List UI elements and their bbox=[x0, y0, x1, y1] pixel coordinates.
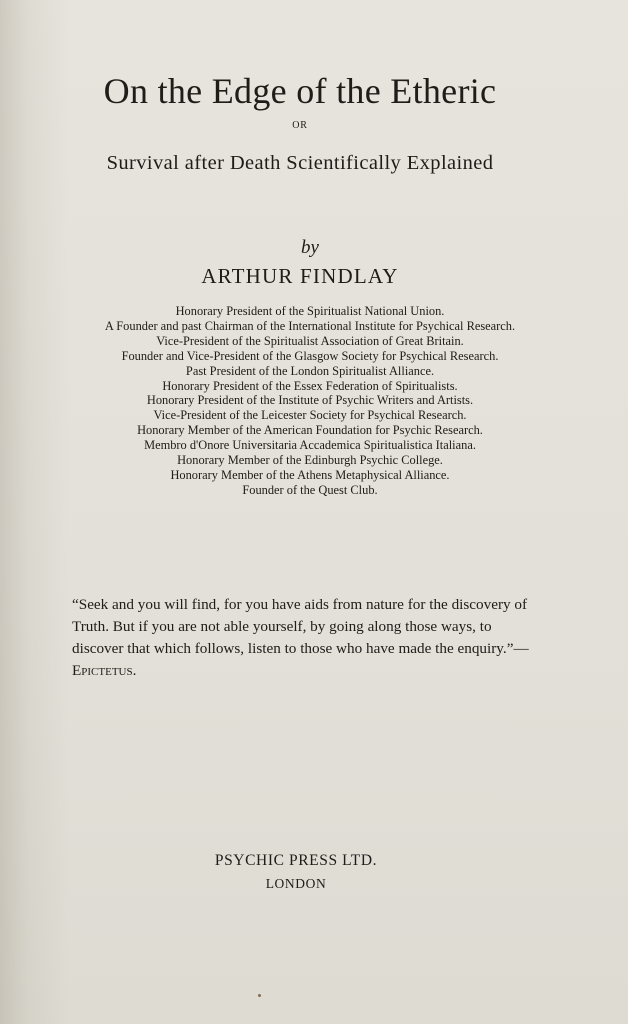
author-name: ARTHUR FINDLAY bbox=[201, 264, 399, 288]
quote-text: “Seek and you will find, for you have aids from nature for the discovery of Truth. But if you are not able yourself, by going along those ways, to discover that which follows, listen to those who have made the enquiry.”— bbox=[72, 596, 529, 657]
paper-speck bbox=[258, 994, 261, 997]
credential-line: Vice-President of the Leicester Society for Psychical Research. bbox=[153, 408, 467, 423]
publisher-name: PSYCHIC PRESS LTD. bbox=[214, 852, 378, 869]
book-subtitle: Survival after Death Scientifically Explained bbox=[106, 152, 494, 174]
author-credentials bbox=[40, 304, 580, 498]
by-line: by bbox=[301, 237, 319, 258]
credential-line: A Founder and past Chairman of the International Institute for Psychical Research. bbox=[104, 318, 516, 333]
publisher-city: LONDON bbox=[265, 876, 327, 891]
credential-line: Honorary President of the Institute of Psychic Writers and Artists. bbox=[146, 393, 474, 408]
credential-line: Honorary President of the Spiritualist National Union. bbox=[175, 304, 445, 318]
credential-line: Honorary Member of the American Foundation for Psychic Research. bbox=[137, 423, 483, 438]
credential-line: Honorary President of the Essex Federation of Spiritualists. bbox=[162, 378, 458, 393]
credential-line: Honorary Member of the Athens Metaphysical Alliance. bbox=[170, 467, 450, 482]
credential-line: Honorary Member of the Edinburgh Psychic College. bbox=[177, 453, 443, 468]
credential-line: Founder of the Quest Club. bbox=[242, 482, 378, 497]
or-separator: OR bbox=[292, 120, 308, 131]
epigraph-quote bbox=[72, 594, 532, 682]
credential-line: Founder and Vice-President of the Glasgow Society for Psychical Research. bbox=[121, 348, 499, 363]
credential-line: Membro d'Onore Universitaria Accademica Spiritualistica Italiana. bbox=[144, 438, 476, 453]
book-title: On the Edge of the Etheric bbox=[103, 71, 497, 111]
quote-attribution: Epictetus. bbox=[72, 662, 137, 679]
credential-line: Vice-President of the Spiritualist Association of Great Britain. bbox=[156, 333, 464, 348]
credential-line: Past President of the London Spiritualist Alliance. bbox=[185, 363, 435, 378]
